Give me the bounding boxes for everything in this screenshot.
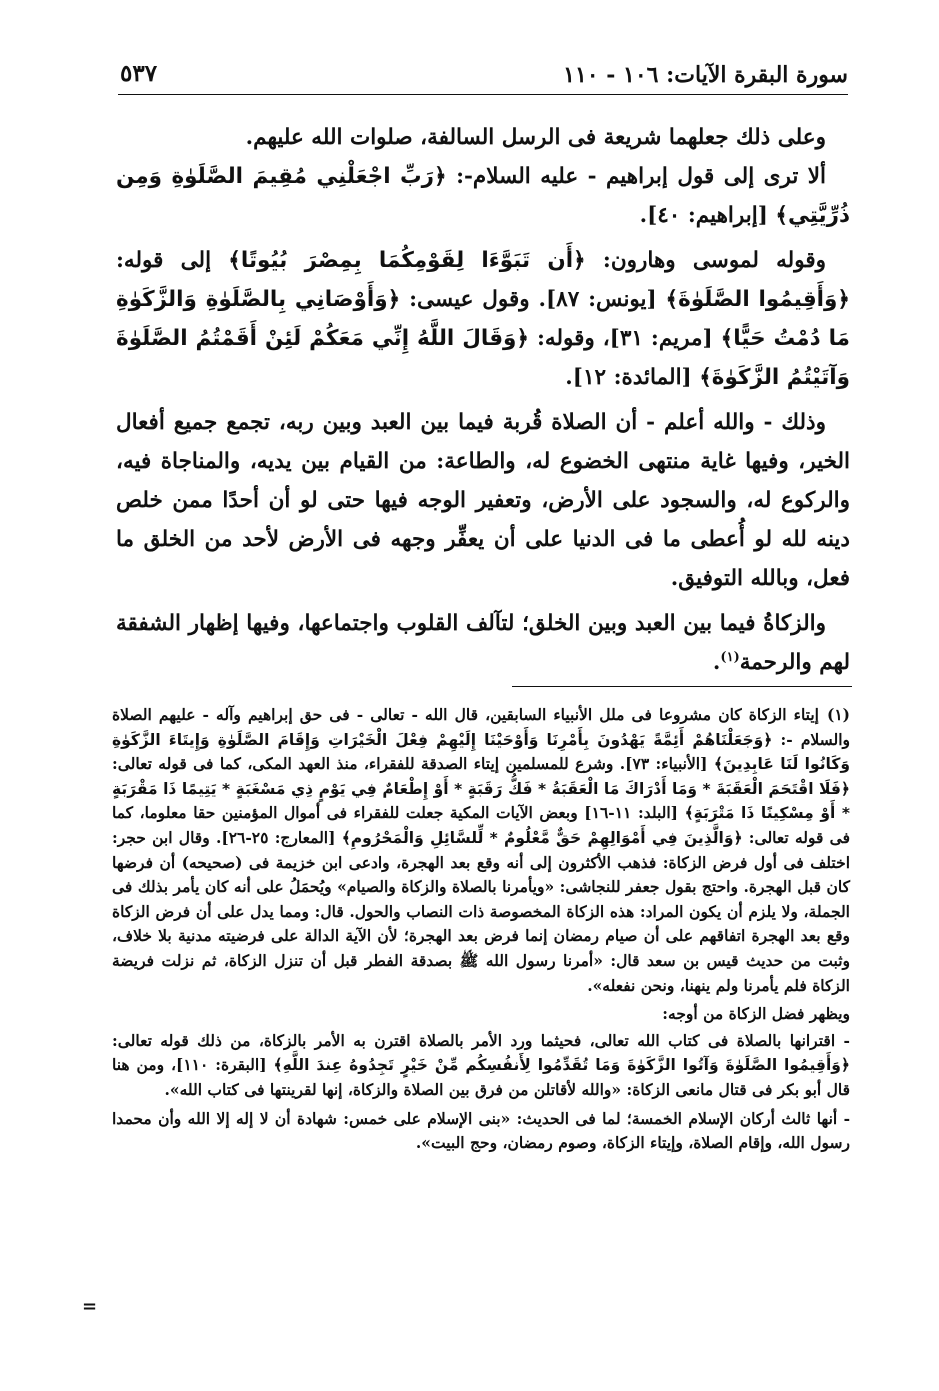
footnote-divider bbox=[512, 686, 852, 687]
quran-verse: ﴿وَأَقِيمُوا الصَّلَوٰةَ﴾ bbox=[665, 287, 850, 312]
paragraph-5: والزكاةُ فيما بين العبد وبين الخلق؛ لتآلف القلوب واجتماعها، وفيها إظهار الشفقة لهم والرحمة$^{(١)}$. bbox=[116, 611, 850, 675]
quran-verse: ﴿فَلَا اقْتَحَمَ الْعَقَبَةَ * وَمَا أَدْرَاكَ مَا الْعَقَبَةُ * فَكُّ رَقَبَةٍ * أَوْ إِطْعَامٌ فِي يَوْمٍ ذِي مَسْغَبَةٍ * يَتِيمًا ذَا مَقْرَبَةٍ * أَوْ مِسْكِينًا ذَا مَتْرَبَةٍ﴾ bbox=[112, 779, 851, 823]
verse-reference: [يونس: ٨٧]. وقول عيسى: bbox=[400, 287, 666, 312]
paragraph-2: ألا ترى إلى قول إبراهيم - عليه السلام-: ﴿رَبِّ اجْعَلْنِي مُقِيمَ الصَّلَوٰةِ وَمِن ذُرِّيَّتِي﴾ [إبراهيم: ٤٠]. bbox=[116, 164, 850, 228]
footnotes bbox=[112, 703, 850, 1158]
footnote-para-4: - أنها ثالث أركان الإسلام الخمسة؛ لما فى الحديث: «بنى الإسلام على خمس: شهادة أن لا إله إلا الله وأن محمدا رسول الله، وإقام الصلاة، وإيتاء الزكاة، وصوم رمضان، وحج البيت». bbox=[112, 1108, 850, 1153]
page-header bbox=[118, 58, 848, 95]
quran-verse: ﴿وَقَالَ اللَّهُ إِنِّي مَعَكُمْ لَئِنْ أَقَمْتُمُ الصَّلَوٰةَ وَآتَيْتُمُ الزَّكَوٰةَ﴾ bbox=[116, 326, 850, 390]
verse-reference: [مريم: ٣١]، وقوله: bbox=[529, 326, 721, 351]
main-text bbox=[116, 118, 850, 682]
paragraph-1: وعلى ذلك جعلهما شريعة فى الرسل السالفة، صلوات الله عليهم. bbox=[245, 125, 826, 150]
footnote-marker[interactable]: (١) bbox=[720, 649, 740, 665]
running-title: سورة البقرة الآيات: ١٠٦ - ١١٠ bbox=[563, 62, 848, 88]
paragraph-4: وذلك - والله أعلم - أن الصلاة قُربة فيما بين العبد وبين ربه، تجمع جميع أفعال الخير، وفيها غاية منتهى الخضوع له، والطاعة: من القيام بين يديه، والمناجاة فيه، والركوع له، والسجود على الأرض، وتعفير الوجه فيها حتى لو أن أحدًا ممن خلص دينه لله لو أُعطى ما فى الدنيا على أن يعفِّر وجهه فى الأرض لأحد من الخلق ما فعل، وبالله التوفيق. bbox=[116, 410, 850, 591]
footnote-para-2: ويظهر فضل الزكاة من أوجه: bbox=[662, 1004, 850, 1024]
quran-verse: ﴿وَالَّذِينَ فِي أَمْوَالِهِمْ حَقٌّ مَّعْلُومٌ * لِّلسَّائِلِ وَالْمَحْرُومِ﴾ bbox=[341, 828, 743, 847]
quran-verse: ﴿وَجَعَلْنَاهُمْ أَئِمَّةً يَهْدُونَ بِأَمْرِنَا وَأَوْحَيْنَا إِلَيْهِمْ فِعْلَ الْخَيْرَاتِ وَإِقَامَ الصَّلَوٰةِ وَإِيتَاءَ الزَّكَوٰةِ وَكَانُوا لَنَا عَابِدِينَ﴾ bbox=[112, 730, 850, 774]
quran-verse: ﴿أَن تَبَوَّءَا لِقَوْمِكُمَا بِمِصْرَ بُيُوتًا﴾ bbox=[228, 248, 586, 273]
page-number: ٥٣٧ bbox=[120, 60, 158, 87]
quran-verse: ﴿رَبِّ اجْعَلْنِي مُقِيمَ الصَّلَوٰةِ وَمِن ذُرِّيَّتِي﴾ bbox=[116, 164, 850, 228]
paragraph-3: وقوله لموسى وهارون: ﴿أَن تَبَوَّءَا لِقَوْمِكُمَا بِمِصْرَ بُيُوتًا﴾ إلى قوله: ﴿وَأَقِيمُوا الصَّلَوٰةَ﴾ [يونس: ٨٧]. وقول عيسى: ﴿وَأَوْصَانِي بِالصَّلَوٰةِ وَالزَّكَوٰةِ مَا دُمْتُ حَيًّا﴾ [مريم: ٣١]، وقوله: ﴿وَقَالَ اللَّهُ إِنِّي مَعَكُمْ لَئِنْ أَقَمْتُمُ الصَّلَوٰةَ وَآتَيْتُمُ الزَّكَوٰةَ﴾ [المائدة: ١٢]. bbox=[116, 248, 850, 390]
footnote-1: (١)إيتاء الزكاة كان مشروعا فى ملل الأنبياء السابقين، قال الله - تعالى - فى حق إبراهيم وآله - عليهم الصلاة والسلام -: ﴿وَجَعَلْنَاهُمْ أَئِمَّةً يَهْدُونَ بِأَمْرِنَا وَأَوْحَيْنَا إِلَيْهِمْ فِعْلَ الْخَيْرَاتِ وَإِقَامَ الصَّلَوٰةِ وَإِيتَاءَ الزَّكَوٰةِ وَكَانُوا لَنَا عَابِدِينَ﴾ [الأنبياء: ٧٣]. وشرع للمسلمين إيتاء الصدقة للفقراء، منذ العهد المكى، كما فى قوله تعالى: ﴿فَلَا اقْتَحَمَ الْعَقَبَةَ * وَمَا أَدْرَاكَ مَا الْعَقَبَةُ * فَكُّ رَقَبَةٍ * أَوْ إِطْعَامٌ فِي يَوْمٍ ذِي مَسْغَبَةٍ * يَتِيمًا ذَا مَقْرَبَةٍ * أَوْ مِسْكِينًا ذَا مَتْرَبَةٍ﴾ [البلد: ١١-١٦] وبعض الآيات المكية جعلت للفقراء فى أموال المؤمنين حقا معلوما، كما فى قوله تعالى: ﴿وَالَّذِينَ فِي أَمْوَالِهِمْ حَقٌّ مَّعْلُومٌ * لِّلسَّائِلِ وَالْمَحْرُومِ﴾ [المعارج: ٢٥-٢٦]. وقال ابن حجر: اختلف فى أول فرض الزكاة: فذهب الأكثرون إلى أنه وقع بعد الهجرة، وادعى ابن خزيمة فى (صحيحه) أن فرضها كان قبل الهجرة. واحتج بقول جعفر للنجاشى: «ويأمرنا بالصلاة والزكاة والصيام» ويُحمَلُ على أنه كان يأمر بذلك فى الجملة، ولا يلزم أن يكون المراد: هذه الزكاة المخصوصة ذات النصاب والحول. قال: ومما يدل على أن فرض الزكاة وقع بعد الهجرة اتفاقهم على أن صيام رمضان إنما فرض بعد الهجرة؛ لأن الآية الدالة على فرضيته مدنية بلا خلاف، وثبت من حديث قيس بن سعد قال: «أمرنا رسول الله ﷺ بصدقة الفطر قبل أن تنزل الزكاة، ثم نزلت فريضة الزكاة فلم يأمرنا ولم ينهنا، ونحن نفعله». bbox=[112, 705, 851, 995]
verse-reference: [المائدة: ١٢]. bbox=[565, 365, 700, 390]
quran-verse: ﴿وَأَوْصَانِي بِالصَّلَوٰةِ وَالزَّكَوٰةِ مَا دُمْتُ حَيًّا﴾ bbox=[116, 287, 850, 351]
footnote-para-3: - اقترانها بالصلاة فى كتاب الله تعالى، فحيثما ورد الأمر بالصلاة اقترن به الأمر بالزكاة، من ذلك قوله تعالى: ﴿وَأَقِيمُوا الصَّلَوٰةَ وَآتُوا الزَّكَوٰةَ وَمَا تُقَدِّمُوا لِأَنفُسِكُم مِّنْ خَيْرٍ تَجِدُوهُ عِندَ اللَّهِ﴾ [البقرة: ١١٠]، ومن هنا قال أبو بكر فى قتال مانعى الزكاة: «والله لأقاتلن من فرق بين الصلاة والزكاة، إنها لقرينتها فى كتاب الله». bbox=[112, 1030, 850, 1099]
verse-reference: [إبراهيم: ٤٠]. bbox=[639, 203, 776, 228]
continuation-mark: = bbox=[82, 1296, 98, 1317]
footnote-number: (١) bbox=[826, 705, 850, 724]
quran-verse: ﴿وَأَقِيمُوا الصَّلَوٰةَ وَآتُوا الزَّكَوٰةَ وَمَا تُقَدِّمُوا لِأَنفُسِكُم مِّنْ خَيْرٍ تَجِدُوهُ عِندَ اللَّهِ﴾ bbox=[273, 1056, 850, 1075]
